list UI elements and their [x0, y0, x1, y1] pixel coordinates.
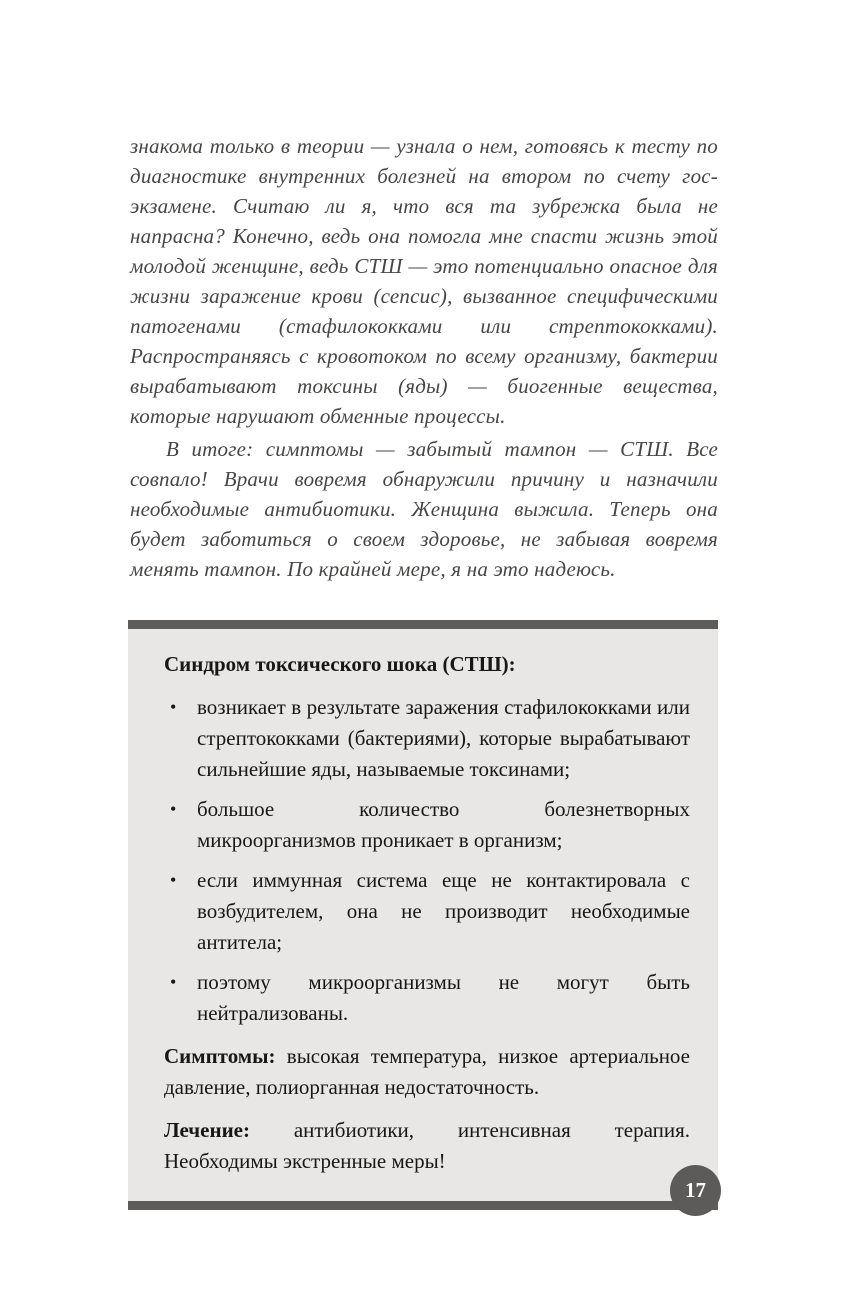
bullet-icon: • — [170, 697, 177, 717]
treatment-label: Лечение: — [164, 1118, 250, 1142]
treatment-line — [164, 1115, 690, 1177]
bullet-text: большое количество болезнетворных микроорганизмов проникает в организм; — [197, 797, 690, 852]
symptoms-line — [164, 1041, 690, 1103]
infobox-bullet-list — [164, 692, 690, 1029]
bullet-item — [164, 794, 690, 856]
bullet-item — [164, 865, 690, 958]
page-number-badge — [670, 1165, 721, 1216]
bullet-icon: • — [170, 799, 177, 819]
symptoms-text: высокая температура, низкое артериальное давление, полиорганная недостаточность. — [164, 1044, 691, 1099]
bullet-text: возникает в результате заражения стафилококками или стрептококками (бактериями), которые вырабатывают сильнейшие яды, называемые токсинами; — [197, 695, 690, 781]
symptoms-label: Симптомы: — [164, 1044, 276, 1068]
toxic-shock-infobox — [128, 620, 718, 1210]
treatment-text: антибиотики, интенсивная терапия. Необходимы экстренные меры! — [164, 1118, 691, 1173]
bullet-item — [164, 967, 690, 1029]
bullet-icon: • — [170, 870, 177, 890]
body-paragraph-2: В итоге: симптомы — забытый тампон — СТШ. Все совпало! Врачи вовремя обнаружили причину и назначили необходимые антибиотики. Женщина выжила. Теперь она будет заботиться о своем здоровье, не забывая вовремя менять тампон. По крайней мере, я на это надеюсь. — [130, 437, 718, 581]
infobox-heading: Синдром токсического шока (СТШ): — [164, 652, 516, 676]
bullet-text: если иммунная система еще не контактировала с возбудителем, она не производит необходимые антитела; — [197, 868, 690, 954]
bullet-icon: • — [170, 972, 177, 992]
page-number: 17 — [685, 1178, 706, 1202]
bullet-text: поэтому микроорганизмы не могут быть нейтрализованы. — [197, 970, 690, 1025]
body-paragraph-1: знакома только в теории — узнала о нем, готовясь к тесту по диагностике внутренних болезней на втором по счету гос-экзамене. Считаю ли я, что вся та зубрежка была не напрасна? Конечно, ведь она помогла мне спасти жизнь этой молодой женщине, ведь СТШ — это потенциально опасное для жизни заражение крови (сепсис), вызванное специфическими патогенами (стафилококками или стрептококками). Распространяясь с кровотоком по всему организму, бактерии вырабатывают токсины (яды) — биогенные вещества, которые нарушают обменные процессы. — [130, 134, 718, 428]
body-text-block — [130, 131, 718, 584]
bullet-item — [164, 692, 690, 785]
